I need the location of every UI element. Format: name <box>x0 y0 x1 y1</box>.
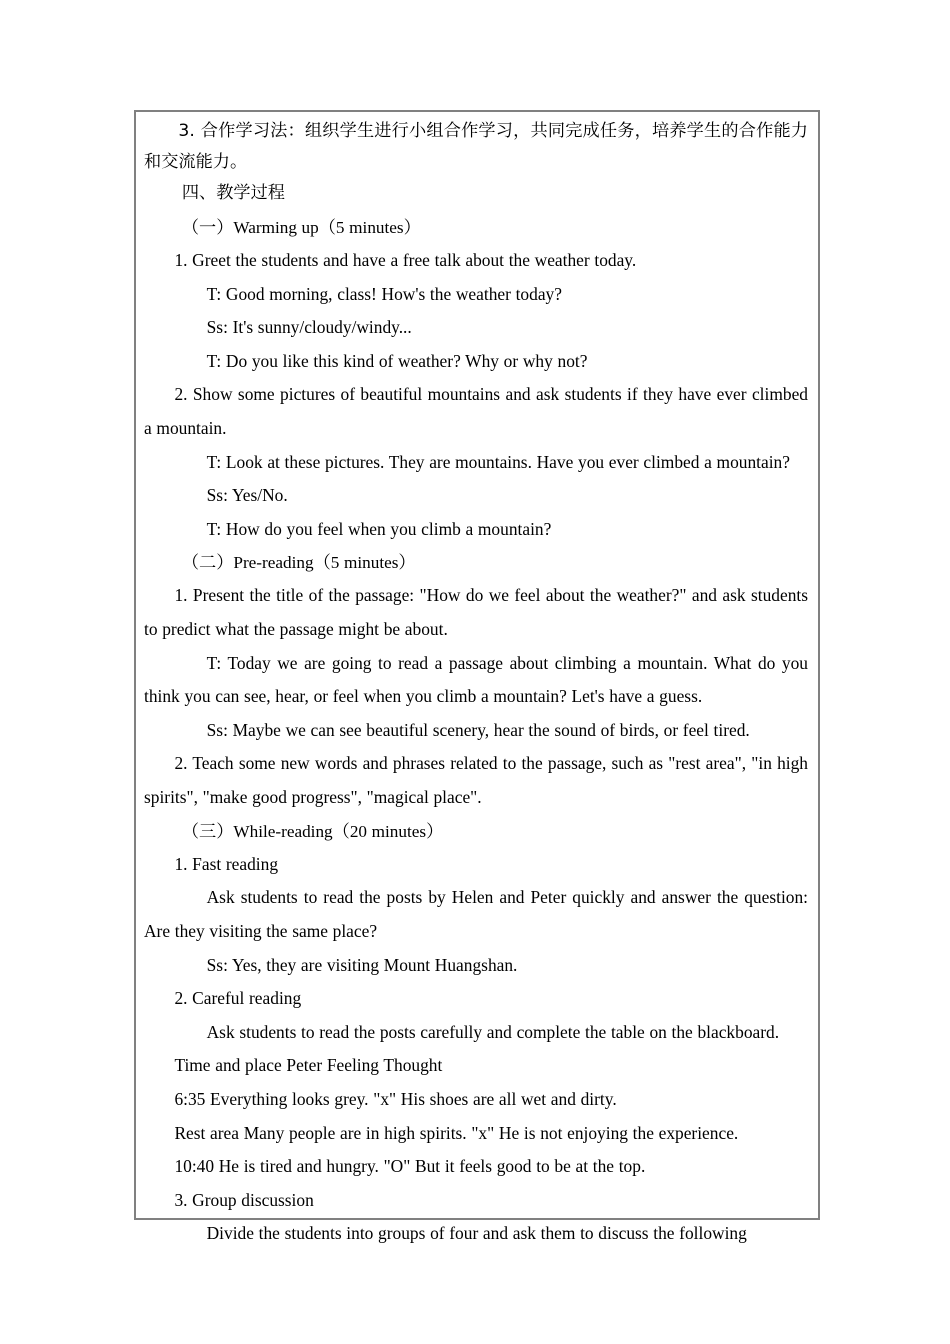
blackboard-table-row-1: 6:35 Everything looks grey. "x" His shoes are all wet and dirty. <box>174 1088 617 1109</box>
subsection-warming-up: （一）Warming up（5 minutes） <box>181 217 421 237</box>
warmup-dialogue-2: Ss: It's sunny/cloudy/windy... <box>206 317 412 338</box>
prereading-step-1: 1. Present the title of the passage: "How do we feel about the weather?" and ask students to predict what the passage might be about. <box>144 585 808 640</box>
warmup-dialogue-6: T: How do you feel when you climb a mountain? <box>206 518 552 539</box>
while-reading-step-3: 3. Group discussion <box>174 1189 314 1210</box>
careful-reading-instruction: Ask students to read the posts carefully and complete the table on the blackboard. <box>206 1021 780 1042</box>
fast-reading-answer: Ss: Yes, they are visiting Mount Huangshan. <box>206 954 518 975</box>
section-heading-teaching-process: 四、教学过程 <box>181 183 285 204</box>
cooperative-learning-method: 3. 合作学习法：组织学生进行小组合作学习，共同完成任务，培养学生的合作能力和交流能力。 <box>144 121 808 172</box>
subsection-while-reading: （三）While-reading（20 minutes） <box>181 821 444 841</box>
prereading-dialogue-2: Ss: Maybe we can see beautiful scenery, hear the sound of birds, or feel tired. <box>206 719 750 740</box>
fast-reading-instruction: Ask students to read the posts by Helen and Peter quickly and answer the question: Are they visiting the same place? <box>144 887 808 941</box>
warmup-dialogue-4: T: Look at these pictures. They are mountains. Have you ever climbed a mountain? <box>206 451 790 472</box>
prereading-dialogue-1: T: Today we are going to read a passage about climbing a mountain. What do you think you can see, hear, or feel when you climb a mountain? Let's have a guess. <box>144 652 808 707</box>
blackboard-table-row-3: 10:40 He is tired and hungry. "O" But it feels good to be at the top. <box>174 1156 646 1177</box>
prereading-step-2: 2. Teach some new words and phrases related to the passage, such as "rest area", "in high spirits", "make good progress", "magical place". <box>144 753 808 808</box>
blackboard-table-row-2: Rest area Many people are in high spirits. "x" He is not enjoying the experience. <box>174 1122 739 1143</box>
warmup-dialogue-1: T: Good morning, class! How's the weather today? <box>206 283 562 304</box>
subsection-pre-reading: （二）Pre-reading（5 minutes） <box>181 553 416 573</box>
warmup-step-1: 1. Greet the students and have a free talk about the weather today. <box>174 249 637 270</box>
warmup-dialogue-3: T: Do you like this kind of weather? Why or why not? <box>206 350 588 371</box>
document-body <box>136 112 818 1251</box>
while-reading-step-1: 1. Fast reading <box>174 853 279 874</box>
blackboard-table-header: Time and place Peter Feeling Thought <box>174 1055 443 1076</box>
group-discussion-instruction: Divide the students into groups of four and ask them to discuss the following <box>206 1223 747 1244</box>
warmup-step-2: 2. Show some pictures of beautiful mountains and ask students if they have ever climbed a mountain. <box>144 384 808 438</box>
document-table-frame <box>134 110 820 1244</box>
warmup-dialogue-5: Ss: Yes/No. <box>206 485 288 506</box>
while-reading-step-2: 2. Careful reading <box>174 988 302 1009</box>
